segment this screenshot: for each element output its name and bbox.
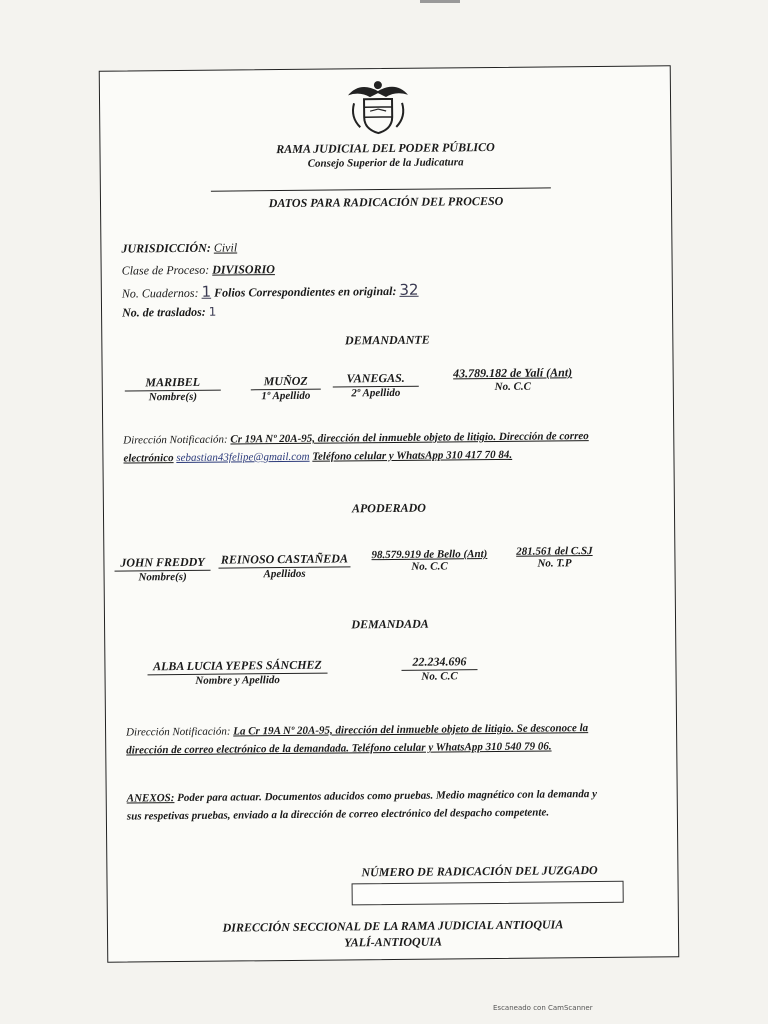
demandante-telefono: Teléfono celular y WhatsApp 310 417 70 84.: [312, 448, 513, 463]
demandada-title: DEMANDADA: [351, 616, 429, 632]
cuadernos-row: [122, 281, 419, 302]
demandante-nombre-caption: Nombre(s): [148, 390, 198, 404]
apoderado-cc: 98.579.919 de Bello (Ant): [371, 548, 488, 562]
apoderado-tp-caption: No. T.P: [537, 557, 572, 570]
jurisdiccion-label: JURISDICCIÓN:: [121, 240, 211, 256]
demandada-cc-group: [401, 654, 477, 683]
anexos-block: [127, 784, 672, 825]
demandada-nombre: ALBA LUCIA YEPES SÁNCHEZ: [147, 658, 327, 676]
demandante-title: DEMANDANTE: [344, 332, 430, 348]
demandada-nombre-group: [147, 658, 327, 688]
demandada-direccion-text: La Cr 19A Nº 20A-95, dirección del inmueble objeto de litigio. Se desconoce la: [233, 722, 589, 738]
clase-proceso-value: DIVISORIO: [212, 262, 275, 277]
demandante-apellido1-group: [251, 374, 321, 403]
jurisdiccion-value: Civil: [213, 240, 238, 255]
radicacion-number-box[interactable]: [352, 881, 624, 906]
apoderado-nombre-group: [114, 555, 210, 584]
radicacion-label: NÚMERO DE RADICACIÓN DEL JUZGADO: [361, 863, 598, 880]
form-sheet: [99, 65, 680, 962]
demandante-apellido1-caption: 1º Apellido: [261, 389, 311, 403]
demandante-nombre: MARIBEL: [125, 375, 221, 392]
form-title: DATOS PARA RADICACIÓN DEL PROCESO: [268, 193, 504, 211]
apoderado-title: APODERADO: [351, 500, 427, 516]
apoderado-nombre: JOHN FREDDY: [114, 555, 210, 572]
folios-value: 32: [399, 280, 419, 299]
demandada-nombre-caption: Nombre y Apellido: [195, 674, 280, 687]
apoderado-nombre-caption: Nombre(s): [138, 570, 187, 584]
apoderado-tp-group: [504, 545, 604, 570]
traslados-row: [122, 305, 216, 321]
apoderado-apellidos: REINOSO CASTAÑEDA: [218, 551, 350, 568]
apoderado-apellidos-caption: Apellidos: [263, 567, 306, 581]
apoderado-cc-group: [362, 548, 496, 573]
apoderado-tp: 281.561 del C.SJ: [516, 545, 593, 558]
council-name: Consejo Superior de la Judicatura: [307, 156, 464, 170]
demandada-cc: 22.234.696: [401, 654, 477, 671]
cuadernos-value: 1: [201, 282, 212, 301]
demandante-cc: 43.789.182 de Yalí (Ant): [453, 365, 573, 381]
demandante-apellido2-caption: 2º Apellido: [351, 386, 401, 400]
apoderado-apellidos-group: [218, 551, 350, 580]
demandante-apellido1: MUÑOZ: [251, 374, 321, 391]
demandante-nombre-group: [125, 375, 221, 404]
clase-proceso-row: [122, 262, 275, 278]
institution-name: RAMA JUDICIAL DEL PODER PÚBLICO: [276, 139, 495, 157]
demandada-direccion-text2: dirección de correo electrónico de la demandada. Teléfono celular y WhatsApp 310 540 79 06.: [126, 740, 552, 757]
demandante-direccion-text: Cr 19A Nº 20A-95, dirección del inmueble objeto de litigio. Dirección de correo: [230, 430, 589, 446]
demandante-direccion: [123, 426, 668, 467]
demandada-direccion-label: Dirección Notificación:: [126, 725, 231, 739]
demandante-cc-caption: No. C.C: [494, 380, 532, 393]
cuadernos-label: No. Cuadernos:: [121, 285, 199, 301]
anexos-label: ANEXOS:: [126, 792, 175, 805]
scan-edge-mark: [420, 0, 460, 3]
folios-label: Folios Correspondientes en original:: [214, 283, 397, 300]
demandante-direccion-text2: electrónico: [123, 452, 174, 465]
coat-of-arms-emblem: [340, 77, 417, 136]
scanner-watermark: Escaneado con CamScanner: [493, 1004, 593, 1012]
footer-line2: YALÍ-ANTIOQUIA: [344, 934, 443, 950]
title-rule: [211, 187, 551, 191]
traslados-value: 1: [208, 304, 217, 319]
clase-proceso-label: Clase de Proceso:: [121, 262, 210, 278]
anexos-text: Poder para actuar. Documentos aducidos como pruebas. Medio magnético con la demanda y: [177, 788, 598, 805]
demandante-apellido2-group: [333, 371, 419, 400]
demandante-direccion-label: Dirección Notificación:: [123, 433, 228, 447]
jurisdiccion-row: [121, 240, 237, 256]
demandante-cc-group: [443, 365, 583, 393]
demandante-apellido2: VANEGAS.: [333, 371, 419, 388]
anexos-text2: sus respetivas pruebas, enviado a la dirección de correo electrónico del despacho competente.: [126, 806, 550, 823]
demandada-cc-caption: No. C.C: [421, 670, 458, 683]
apoderado-cc-caption: No. C.C: [411, 560, 448, 573]
footer-line1: DIRECCIÓN SECCIONAL DE LA RAMA JUDICIAL ANTIOQUIA: [222, 917, 564, 935]
demandada-direccion: [126, 718, 671, 759]
demandante-email-link[interactable]: sebastian43felipe@gmail.com: [176, 450, 310, 465]
traslados-label: No. de traslados:: [121, 304, 206, 320]
